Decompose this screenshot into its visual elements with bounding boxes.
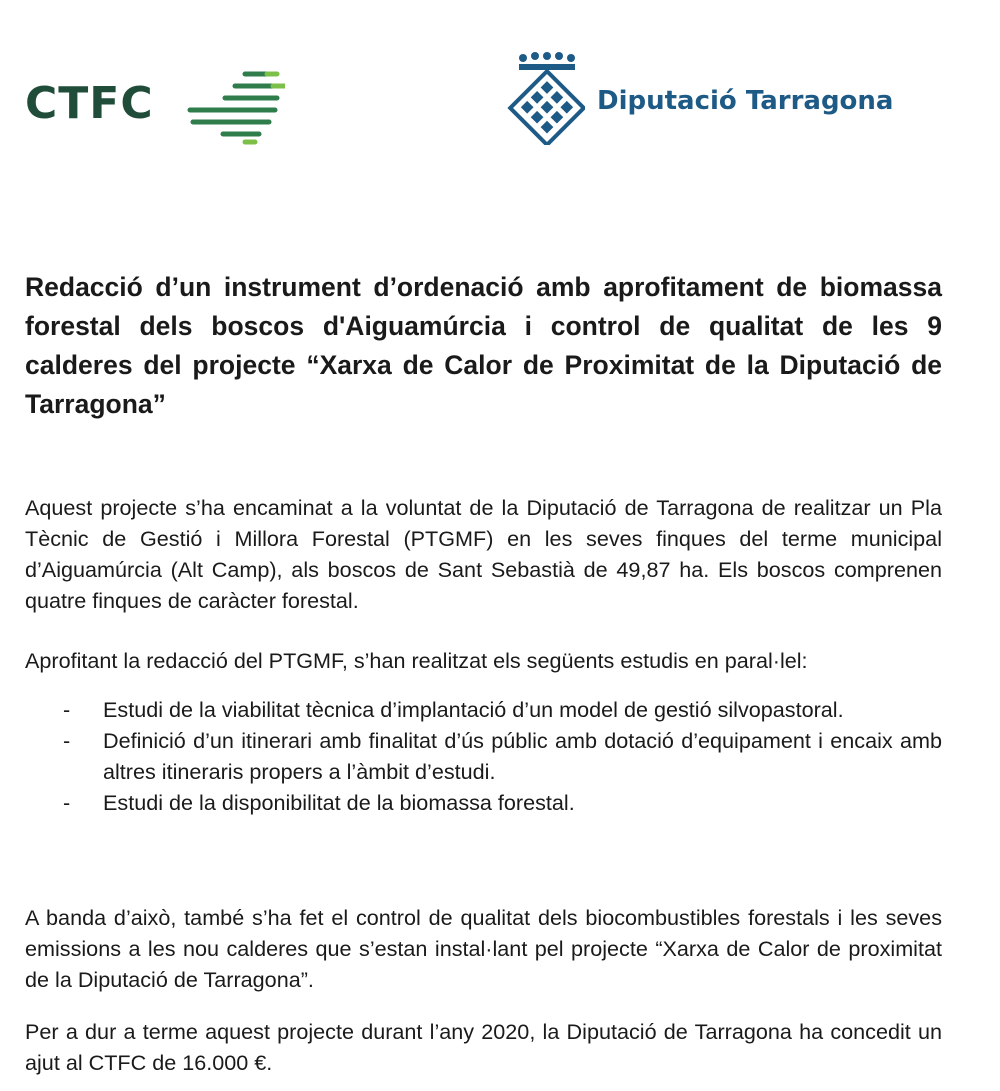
list-marker: - — [63, 728, 71, 753]
list-marker: - — [63, 790, 71, 815]
ctfc-logo — [25, 62, 285, 146]
paragraph-quality-control: A banda d’això, també s’ha fet el control de qualitat dels biocombustibles forestals i les seves emissions a les nou calderes que s’estan instal·lant pel projecte “Xarxa de Calor de proximitat de la Diputació de Tarragona”. — [25, 905, 942, 992]
list-item-text: Estudi de la disponibilitat de la biomassa forestal. — [103, 790, 575, 815]
diputacio-crest-icon — [505, 50, 585, 145]
list-item-text: Estudi de la viabilitat tècnica d’implantació d’un model de gestió silvopastoral. — [103, 697, 844, 722]
list-marker: - — [63, 697, 71, 722]
document-title: Redacció d’un instrument d’ordenació amb aprofitament de biomassa forestal dels boscos d'Aiguamúrcia i control de qualitat de les 9 calderes del projecte “Xarxa de Calor de Proximitat de la Diputació de Tarragona” — [25, 272, 942, 419]
ctfc-leaf-icon — [185, 66, 285, 146]
list-item-text: Definició d’un itinerari amb finalitat d’ús públic amb dotació d’equipament i encaix amb altres itineraris propers a l’àmbit d’estudi. — [103, 728, 942, 784]
paragraph-studies-intro: Aprofitant la redacció del PTGMF, s’han realitzat els següents estudis en paral·lel: — [25, 648, 808, 673]
ctfc-logo-text: CTFC — [25, 78, 154, 129]
paragraph-funding: Per a dur a terme aquest projecte durant l’any 2020, la Diputació de Tarragona ha concedit un ajut al CTFC de 16.000 €. — [25, 1019, 942, 1075]
studies-list — [25, 694, 942, 818]
diputacio-logo-text: Diputació Tarragona — [597, 86, 894, 116]
list-item — [25, 725, 942, 787]
list-item — [25, 787, 942, 818]
diputacio-logo — [505, 50, 925, 150]
list-item — [25, 694, 942, 725]
paragraph-intro: Aquest projecte s’ha encaminat a la voluntat de la Diputació de Tarragona de realitzar un Pla Tècnic de Gestió i Millora Forestal (PTGMF) en les seves finques del terme municipal d’Aiguamúrcia (Alt Camp), als boscos de Sant Sebastià de 49,87 ha. Els boscos comprenen quatre finques de caràcter forestal. — [25, 495, 942, 613]
